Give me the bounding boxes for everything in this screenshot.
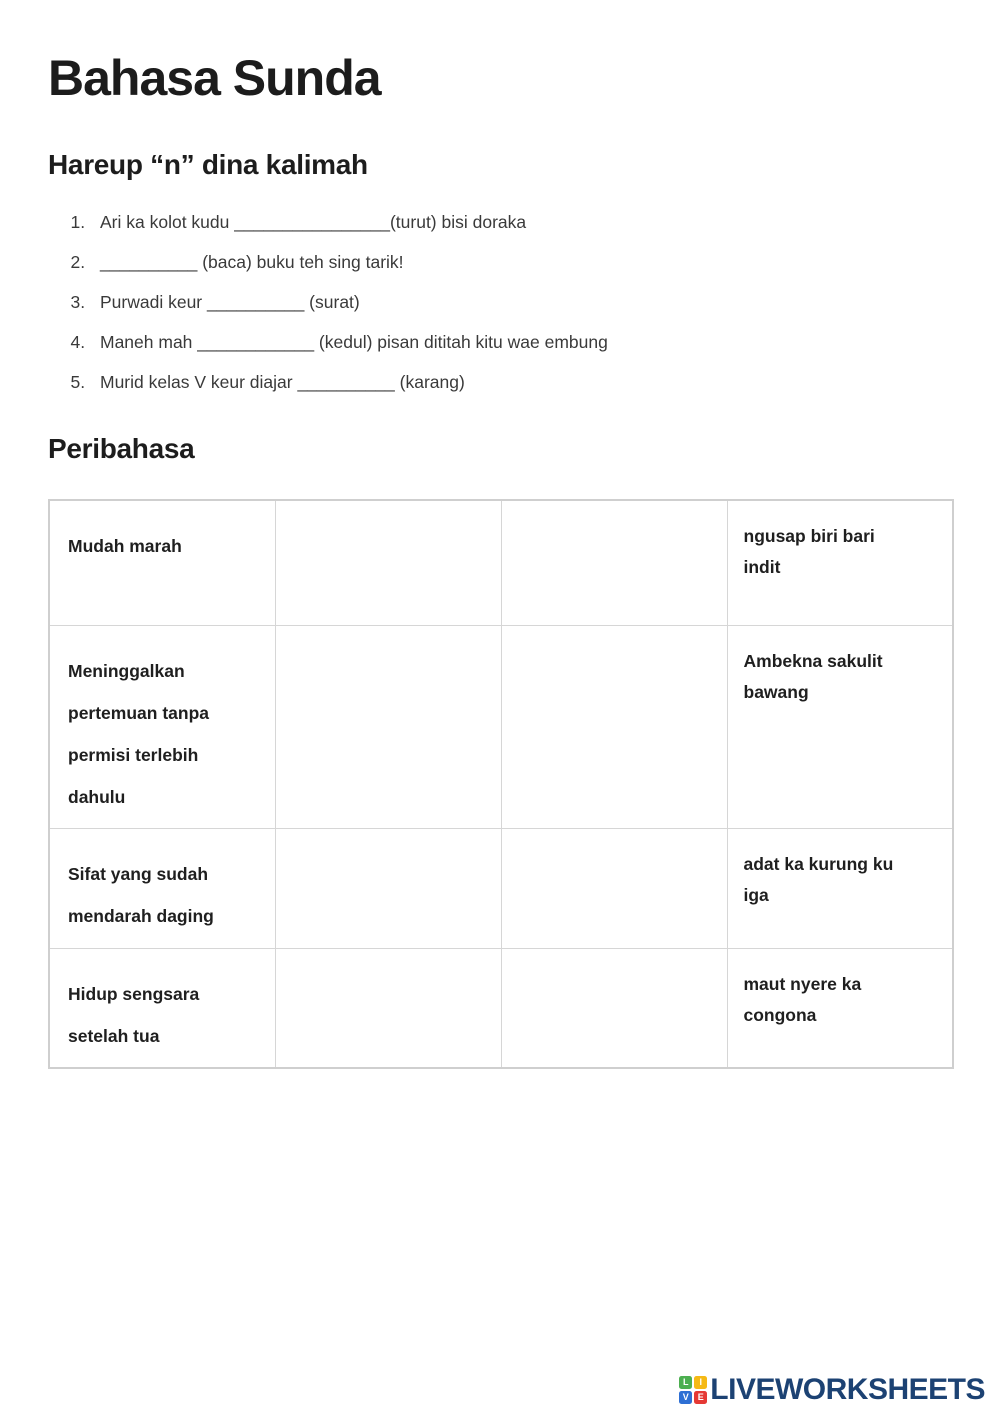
meaning-cell: Sifat yang sudah mendarah daging	[49, 829, 275, 949]
liveworksheets-grid-icon	[679, 1376, 707, 1404]
proverb-cell: adat ka kurung ku iga	[727, 829, 953, 949]
answer-cell[interactable]	[275, 829, 501, 949]
list-item: 4. Maneh mah ____________ (kedul) pisan dititah kitu wae embung	[90, 331, 953, 353]
proverb-cell: Ambekna sakulit bawang	[727, 626, 953, 829]
answer-cell[interactable]	[501, 949, 727, 1069]
logo-square-e: E	[694, 1391, 707, 1404]
table-row	[49, 500, 953, 626]
liveworksheets-logo[interactable]	[679, 1375, 985, 1405]
answer-cell[interactable]	[275, 626, 501, 829]
fill-section-heading: Hareup “n” dina kalimah	[48, 148, 368, 180]
proverb-cell: ngusap biri bari indit	[727, 500, 953, 626]
fill-in-blank-list	[48, 211, 953, 393]
page-title: Bahasa Sunda	[48, 50, 381, 106]
table-row	[49, 829, 953, 949]
meaning-cell: Hidup sengsara setelah tua	[49, 949, 275, 1069]
proverb-matching-table	[48, 499, 954, 1070]
list-item: 5. Murid kelas V keur diajar __________ (karang)	[90, 371, 953, 393]
logo-square-i: I	[694, 1376, 707, 1389]
answer-cell[interactable]	[501, 626, 727, 829]
logo-square-v: V	[679, 1391, 692, 1404]
table-row	[49, 949, 953, 1069]
meaning-cell: Meninggalkan pertemuan tanpa permisi terlebih dahulu	[49, 626, 275, 829]
answer-cell[interactable]	[275, 949, 501, 1069]
list-item: 2. __________ (baca) buku teh sing tarik!	[90, 251, 953, 273]
answer-cell[interactable]	[501, 500, 727, 626]
proverb-section-heading: Peribahasa	[48, 432, 195, 464]
meaning-cell: Mudah marah	[49, 500, 275, 626]
liveworksheets-wordmark: LIVEWORKSHEETS	[710, 1373, 985, 1406]
answer-cell[interactable]	[275, 500, 501, 626]
proverb-cell: maut nyere ka congona	[727, 949, 953, 1069]
list-item: 3. Purwadi keur __________ (surat)	[90, 291, 953, 313]
answer-cell[interactable]	[501, 829, 727, 949]
table-row	[49, 626, 953, 829]
logo-square-l: L	[679, 1376, 692, 1389]
list-item: 1. Ari ka kolot kudu ________________(turut) bisi doraka	[90, 211, 953, 233]
